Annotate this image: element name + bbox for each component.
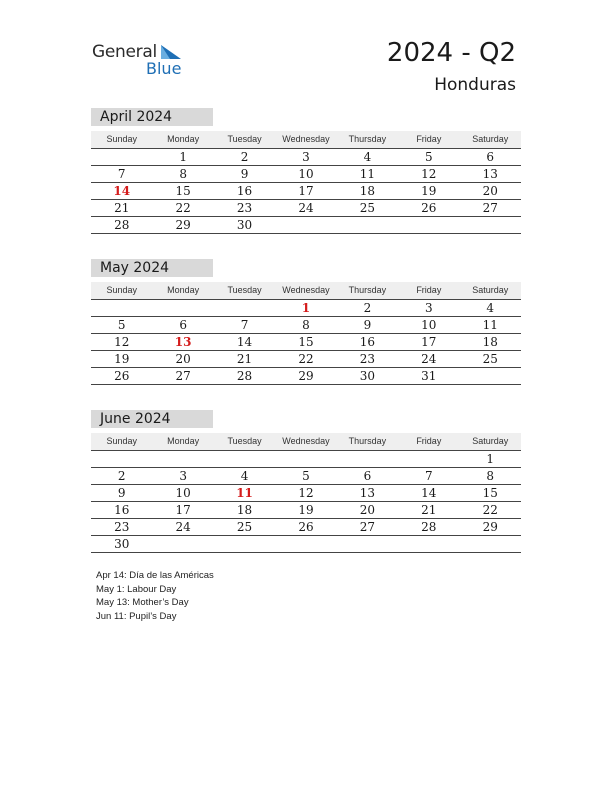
day-cell <box>460 536 521 552</box>
day-cell: 21 <box>421 503 437 517</box>
week-row <box>91 300 521 317</box>
day-cell: 13 <box>482 167 498 181</box>
day-cell: 26 <box>421 201 437 215</box>
week-row <box>91 451 521 468</box>
day-cell: 23 <box>236 201 253 215</box>
holiday-day-cell: 13 <box>174 335 192 349</box>
generalblue-logo <box>92 40 192 80</box>
day-cell: 9 <box>240 167 249 181</box>
week-row <box>91 334 521 351</box>
day-cell: 6 <box>363 469 372 483</box>
day-cell: 23 <box>114 520 130 534</box>
week-row <box>91 217 521 234</box>
day-cell: 25 <box>482 352 498 366</box>
day-cell: 11 <box>359 167 376 181</box>
weekday-label: Saturday <box>472 436 509 446</box>
day-cell: 26 <box>298 520 314 534</box>
day-cell: 17 <box>298 184 314 198</box>
country-name: Honduras <box>434 75 516 95</box>
page-title: 2024 - Q2 <box>386 38 516 68</box>
day-cell: 18 <box>236 503 253 517</box>
day-cell <box>275 536 336 552</box>
weekday-label: Friday <box>416 285 442 295</box>
month-calendar <box>91 108 521 234</box>
day-cell <box>337 217 398 233</box>
day-cell: 1 <box>179 150 187 164</box>
holiday-note: May 13: Mother’s Day <box>96 597 189 608</box>
day-cell <box>91 149 152 165</box>
weekday-label: Wednesday <box>282 436 330 446</box>
holiday-note: Jun 11: Pupil’s Day <box>96 610 177 622</box>
weekday-label: Sunday <box>106 134 137 144</box>
day-cell: 12 <box>298 486 314 500</box>
day-cell: 5 <box>117 318 126 332</box>
week-row <box>91 183 521 200</box>
day-cell: 7 <box>240 318 249 332</box>
day-cell: 8 <box>486 469 495 483</box>
day-cell: 18 <box>482 335 498 349</box>
day-cell: 18 <box>359 184 376 198</box>
day-cell: 5 <box>302 469 310 483</box>
weekday-label: Sunday <box>106 285 137 295</box>
week-row <box>91 519 521 536</box>
day-cell: 9 <box>117 486 126 500</box>
day-cell: 31 <box>421 369 437 383</box>
day-cell: 15 <box>175 184 191 198</box>
weekday-label: Friday <box>416 436 442 446</box>
day-cell: 7 <box>425 469 433 483</box>
weekday-label: Wednesday <box>282 285 330 295</box>
day-cell: 29 <box>175 218 191 232</box>
day-cell <box>214 536 275 552</box>
weekday-label: Saturday <box>472 134 509 144</box>
day-cell: 13 <box>359 486 376 500</box>
day-cell: 2 <box>363 301 372 315</box>
weekday-label: Thursday <box>348 436 387 446</box>
day-cell: 8 <box>302 318 310 332</box>
day-cell: 19 <box>114 352 130 366</box>
day-cell: 27 <box>482 201 498 215</box>
day-cell: 30 <box>359 369 376 383</box>
day-cell <box>337 451 398 467</box>
holiday-notes <box>96 569 214 623</box>
week-row <box>91 536 521 553</box>
weekday-label: Sunday <box>106 436 137 446</box>
day-cell: 3 <box>302 150 310 164</box>
day-cell: 27 <box>359 520 376 534</box>
day-cell <box>214 451 275 467</box>
day-cell: 17 <box>421 335 437 349</box>
day-cell: 30 <box>114 537 130 551</box>
day-cell: 4 <box>486 301 495 315</box>
weekday-label: Monday <box>167 134 200 144</box>
day-cell: 27 <box>175 369 191 383</box>
week-row <box>91 368 521 385</box>
week-row <box>91 351 521 368</box>
weekday-label: Tuesday <box>227 436 262 446</box>
weekday-header <box>91 282 521 300</box>
day-cell: 2 <box>117 469 126 483</box>
month-title: April 2024 <box>91 108 213 126</box>
day-cell: 16 <box>114 503 130 517</box>
weekday-label: Thursday <box>348 285 387 295</box>
week-row <box>91 317 521 334</box>
day-cell: 12 <box>421 167 437 181</box>
day-cell: 29 <box>298 369 314 383</box>
day-cell: 5 <box>425 150 433 164</box>
day-cell: 19 <box>298 503 314 517</box>
day-cell: 4 <box>240 469 249 483</box>
day-cell: 8 <box>179 167 187 181</box>
weekday-label: Thursday <box>348 134 387 144</box>
day-cell <box>460 368 521 384</box>
logo-triangle-icon <box>159 44 183 60</box>
week-row <box>91 502 521 519</box>
day-cell: 3 <box>425 301 433 315</box>
day-cell <box>152 536 213 552</box>
day-cell: 21 <box>114 201 130 215</box>
day-cell <box>275 217 336 233</box>
logo-text-blue: Blue <box>146 59 182 78</box>
day-cell <box>152 451 213 467</box>
day-cell: 30 <box>236 218 253 232</box>
day-cell: 16 <box>359 335 376 349</box>
day-cell: 17 <box>175 503 191 517</box>
month-title: June 2024 <box>91 410 213 428</box>
day-cell: 2 <box>240 150 249 164</box>
day-cell: 25 <box>359 201 376 215</box>
day-cell: 20 <box>359 503 376 517</box>
holiday-note: May 1: Labour Day <box>96 583 177 595</box>
day-cell: 22 <box>175 201 191 215</box>
day-cell: 6 <box>179 318 187 332</box>
day-cell: 20 <box>482 184 498 198</box>
day-cell: 22 <box>298 352 314 366</box>
day-cell: 7 <box>117 167 126 181</box>
day-cell: 28 <box>236 369 253 383</box>
day-cell: 24 <box>421 352 437 366</box>
day-cell: 10 <box>175 486 191 500</box>
day-cell: 29 <box>482 520 498 534</box>
day-cell: 16 <box>236 184 253 198</box>
day-cell: 3 <box>179 469 187 483</box>
day-cell: 28 <box>114 218 130 232</box>
day-cell <box>152 300 213 316</box>
day-cell <box>214 300 275 316</box>
day-cell: 20 <box>175 352 191 366</box>
day-cell: 22 <box>482 503 498 517</box>
day-cell: 28 <box>421 520 437 534</box>
day-cell <box>398 217 459 233</box>
weekday-label: Friday <box>416 134 442 144</box>
holiday-day-cell: 11 <box>236 486 253 500</box>
day-cell <box>275 451 336 467</box>
holiday-note: Apr 14: Día de las Américas <box>96 570 214 581</box>
day-cell: 11 <box>482 318 498 332</box>
day-cell: 24 <box>175 520 191 534</box>
day-cell: 4 <box>363 150 372 164</box>
day-cell: 10 <box>421 318 437 332</box>
day-cell: 15 <box>298 335 314 349</box>
weekday-label: Monday <box>167 436 200 446</box>
logo-text-general: General <box>92 42 157 62</box>
holiday-day-cell: 14 <box>113 184 131 198</box>
day-cell: 12 <box>114 335 130 349</box>
day-cell: 6 <box>486 150 495 164</box>
day-cell: 23 <box>359 352 376 366</box>
day-cell: 14 <box>236 335 253 349</box>
week-row <box>91 200 521 217</box>
week-row <box>91 485 521 502</box>
day-cell: 21 <box>236 352 253 366</box>
week-row <box>91 468 521 485</box>
day-cell: 19 <box>421 184 437 198</box>
week-row <box>91 149 521 166</box>
day-cell: 24 <box>298 201 314 215</box>
weekday-label: Tuesday <box>227 134 262 144</box>
month-calendar <box>91 410 521 553</box>
week-row <box>91 166 521 183</box>
day-cell <box>337 536 398 552</box>
day-cell <box>91 300 152 316</box>
month-calendar <box>91 259 521 385</box>
day-cell <box>91 451 152 467</box>
weekday-label: Wednesday <box>282 134 330 144</box>
day-cell: 1 <box>486 452 495 466</box>
weekday-header <box>91 131 521 149</box>
day-cell: 26 <box>114 369 130 383</box>
day-cell <box>398 451 459 467</box>
month-title: May 2024 <box>91 259 213 277</box>
weekday-label: Saturday <box>472 285 509 295</box>
day-cell <box>398 536 459 552</box>
day-cell: 10 <box>298 167 314 181</box>
weekday-header <box>91 433 521 451</box>
day-cell: 9 <box>363 318 372 332</box>
weekday-label: Tuesday <box>227 285 262 295</box>
holiday-day-cell: 1 <box>301 301 311 315</box>
day-cell: 25 <box>236 520 253 534</box>
day-cell: 15 <box>482 486 498 500</box>
day-cell <box>460 217 521 233</box>
day-cell: 14 <box>421 486 437 500</box>
weekday-label: Monday <box>167 285 200 295</box>
